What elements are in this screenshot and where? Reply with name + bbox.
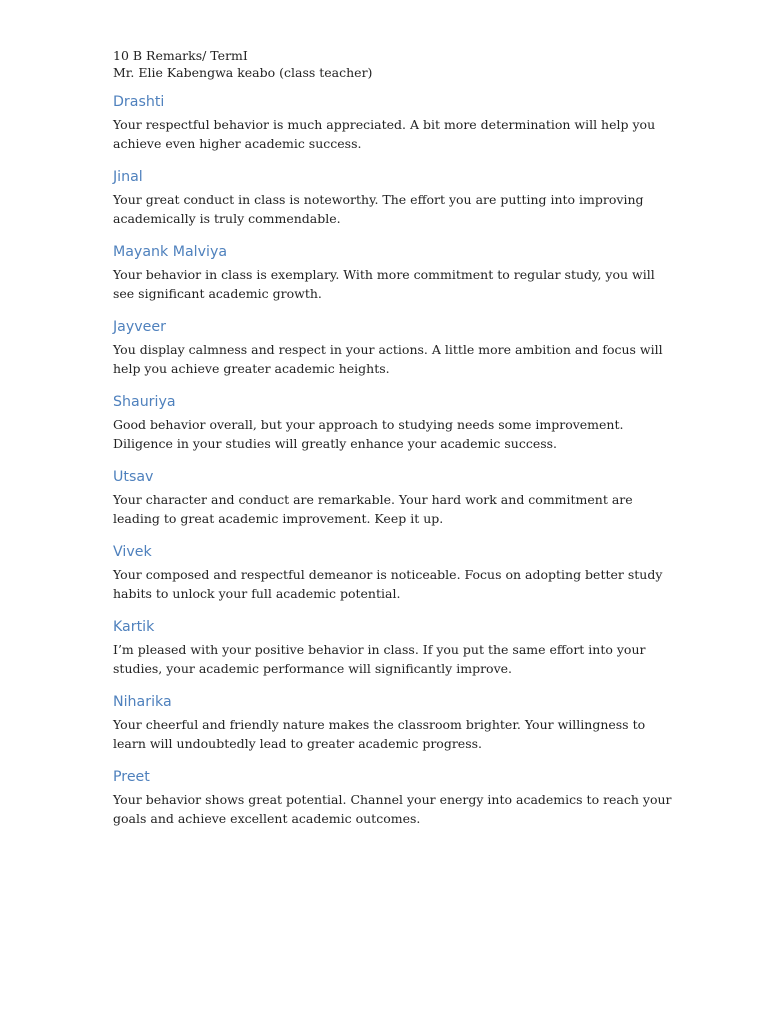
student-remark: Your cheerful and friendly nature makes the classroom brighter. Your willingness to learn will undoubtedly lead to greater academic progress. bbox=[113, 717, 646, 752]
remark-entry bbox=[113, 693, 673, 753]
document-title: 10 B Remarks/ TermI bbox=[113, 48, 248, 63]
student-name-heading: Shauriya bbox=[113, 394, 176, 410]
student-remark: You display calmness and respect in your actions. A little more ambition and focus will help you achieve greater academic heights. bbox=[113, 342, 663, 377]
student-name-heading: Mayank Malviya bbox=[113, 244, 228, 260]
student-name-heading: Kartik bbox=[113, 619, 155, 635]
student-name-heading: Drashti bbox=[113, 94, 165, 110]
remark-entry bbox=[113, 618, 673, 678]
remark-entry bbox=[113, 393, 673, 453]
student-remark: Your behavior in class is exemplary. With more commitment to regular study, you will see significant academic growth. bbox=[113, 267, 655, 302]
remark-entry bbox=[113, 468, 673, 528]
student-name-heading: Jinal bbox=[113, 169, 143, 185]
document-page bbox=[113, 47, 673, 827]
remark-entry bbox=[113, 768, 673, 828]
student-remark: Your respectful behavior is much appreciated. A bit more determination will help you achieve even higher academic success. bbox=[113, 117, 656, 152]
teacher-line: Mr. Elie Kabengwa keabo (class teacher) bbox=[113, 65, 373, 80]
student-name-heading: Preet bbox=[113, 769, 150, 785]
remark-entry bbox=[113, 168, 673, 228]
student-remark: Good behavior overall, but your approach to studying needs some improvement. Diligence in your studies will greatly enhance your academic success. bbox=[113, 417, 624, 452]
student-remark: Your great conduct in class is noteworthy. The effort you are putting into improving academically is truly commendable. bbox=[113, 192, 644, 227]
remark-entry bbox=[113, 543, 673, 603]
student-remark: Your composed and respectful demeanor is noticeable. Focus on adopting better study habits to unlock your full academic potential. bbox=[113, 567, 663, 602]
remark-entry bbox=[113, 93, 673, 153]
remark-entry bbox=[113, 318, 673, 378]
student-name-heading: Utsav bbox=[113, 469, 154, 485]
student-name-heading: Vivek bbox=[113, 544, 152, 560]
student-remark: I’m pleased with your positive behavior in class. If you put the same effort into your studies, your academic performance will significantly improve. bbox=[113, 642, 646, 677]
student-remark: Your behavior shows great potential. Channel your energy into academics to reach your goals and achieve excellent academic outcomes. bbox=[113, 792, 672, 827]
student-name-heading: Jayveer bbox=[113, 319, 166, 335]
student-name-heading: Niharika bbox=[113, 694, 172, 710]
student-remark: Your character and conduct are remarkable. Your hard work and commitment are leading to great academic improvement. Keep it up. bbox=[113, 492, 633, 527]
remark-entry bbox=[113, 243, 673, 303]
